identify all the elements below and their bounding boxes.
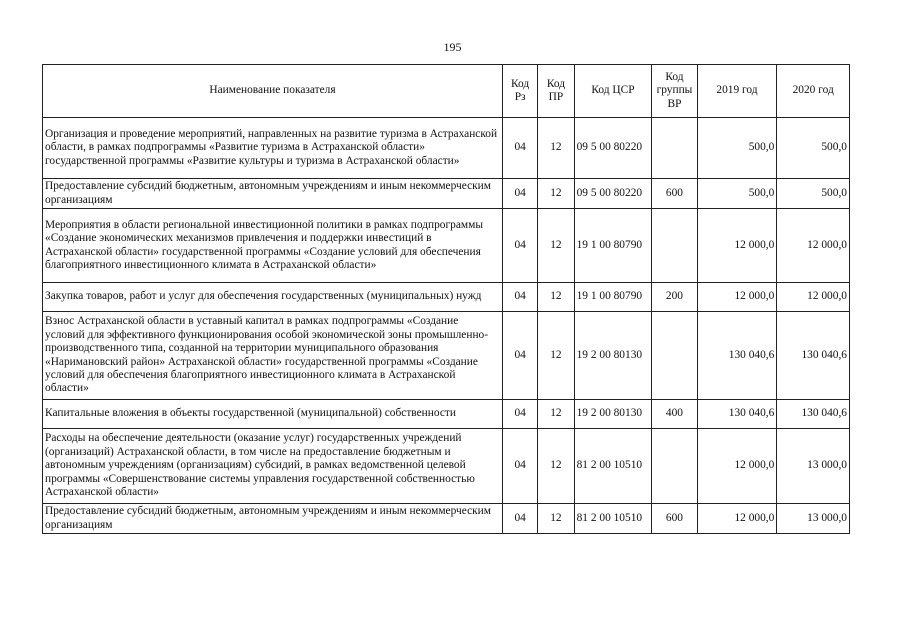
row-2020: 12 000,0 [777,209,850,283]
row-csr: 19 1 00 80790 [574,209,652,283]
row-rz: 04 [502,429,537,504]
row-2020: 130 040,6 [777,312,850,400]
table-header-row [43,65,850,118]
row-vr: 200 [652,283,697,312]
header-vr: Код группы ВР [652,65,697,118]
row-2019: 12 000,0 [697,504,777,534]
header-2020: 2020 год [777,65,850,118]
row-rz: 04 [502,312,537,400]
row-name: Закупка товаров, работ и услуг для обеспечения государственных (муниципальных) нужд [43,283,503,312]
row-csr: 19 2 00 80130 [574,312,652,400]
row-name: Предоставление субсидий бюджетным, автономным учреждениям и иным некоммерческим организациям [43,179,503,209]
row-csr: 81 2 00 10510 [574,429,652,504]
row-2020: 13 000,0 [777,429,850,504]
row-2020: 13 000,0 [777,504,850,534]
row-rz: 04 [502,209,537,283]
row-rz: 04 [502,118,537,179]
row-name: Расходы на обеспечение деятельности (оказание услуг) государственных учреждений (организаций) Астраханской области, в том числе на предоставление бюджетным и автономным учреждениям (организациям) субсидий, в рамках ведомственной целевой программы «Совершенствование системы управления государственной собственностью Астраханской области» [43,429,503,504]
row-name: Предоставление субсидий бюджетным, автономным учреждениям и иным некоммерческим организациям [43,504,503,534]
row-csr: 19 1 00 80790 [574,283,652,312]
header-2019: 2019 год [697,65,777,118]
row-pr: 12 [538,400,574,429]
table-row [43,283,850,312]
row-2020: 130 040,6 [777,400,850,429]
row-name: Мероприятия в области региональной инвестиционной политики в рамках подпрограммы «Создание экономических механизмов привлечения и поддержки инвестиций в Астраханской области» государственной программы «Создание условий для обеспечения благоприятного инвестиционного климата в Астраханской области» [43,209,503,283]
header-name: Наименование показателя [43,65,503,118]
row-csr: 09 5 00 80220 [574,118,652,179]
row-pr: 12 [538,504,574,534]
row-2019: 130 040,6 [697,312,777,400]
row-vr: 600 [652,179,697,209]
row-2020: 12 000,0 [777,283,850,312]
row-name: Капитальные вложения в объекты государственной (муниципальной) собственности [43,400,503,429]
row-2019: 12 000,0 [697,209,777,283]
row-csr: 81 2 00 10510 [574,504,652,534]
row-rz: 04 [502,504,537,534]
row-pr: 12 [538,283,574,312]
row-vr: 400 [652,400,697,429]
row-pr: 12 [538,209,574,283]
table-row [43,179,850,209]
table-row [43,400,850,429]
row-pr: 12 [538,179,574,209]
row-pr: 12 [538,429,574,504]
header-pr: Код ПР [538,65,574,118]
row-vr [652,209,697,283]
row-csr: 19 2 00 80130 [574,400,652,429]
row-2020: 500,0 [777,118,850,179]
row-2019: 12 000,0 [697,429,777,504]
row-vr [652,312,697,400]
table-row [43,209,850,283]
row-2020: 500,0 [777,179,850,209]
budget-table [42,64,850,534]
row-2019: 500,0 [697,179,777,209]
row-rz: 04 [502,179,537,209]
row-name: Взнос Астраханской области в уставный капитал в рамках подпрограммы «Создание условий для эффективного функционирования особой экономической зоны промышленно-производственного типа, созданной на территории муниципального образования «Наримановский район» Астраханской области» государственной программы «Создание условий для обеспечения благоприятного инвестиционного климата в Астраханской области» [43,312,503,400]
table-row [43,312,850,400]
header-rz: Код Рз [502,65,537,118]
row-vr [652,429,697,504]
header-csr: Код ЦСР [574,65,652,118]
row-2019: 500,0 [697,118,777,179]
row-2019: 130 040,6 [697,400,777,429]
table-row [43,504,850,534]
row-csr: 09 5 00 80220 [574,179,652,209]
row-name: Организация и проведение мероприятий, направленных на развитие туризма в Астраханской области, в рамках подпрограммы «Развитие туризма в Астраханской области» государственной программы «Развитие культуры и туризма в Астраханской области» [43,118,503,179]
row-vr: 600 [652,504,697,534]
row-rz: 04 [502,400,537,429]
table-row [43,118,850,179]
row-vr [652,118,697,179]
row-2019: 12 000,0 [697,283,777,312]
row-pr: 12 [538,312,574,400]
table-row [43,429,850,504]
row-pr: 12 [538,118,574,179]
page-number: 195 [443,40,462,54]
row-rz: 04 [502,283,537,312]
